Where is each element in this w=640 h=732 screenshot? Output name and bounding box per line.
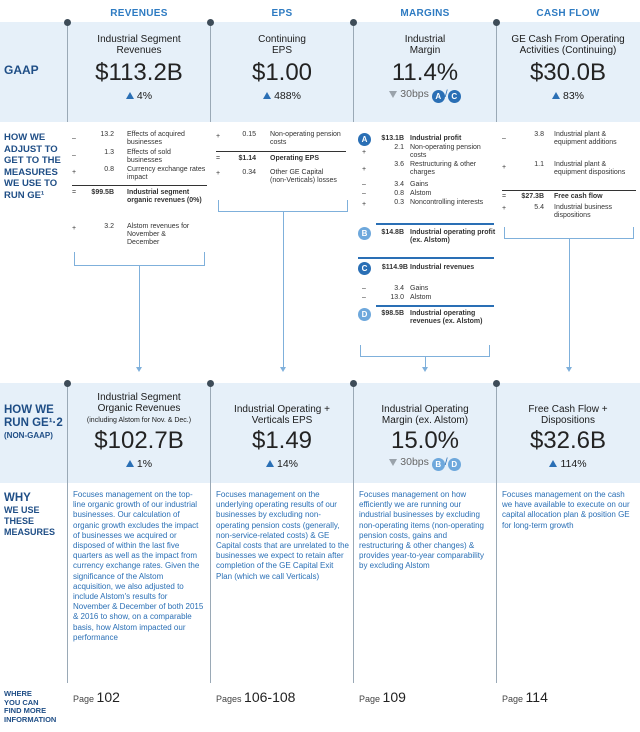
adj-desc: Non-operating pension costs [270, 131, 341, 147]
nongaap-margins-change: 30bps B / D [356, 456, 494, 471]
change-value: 488% [274, 90, 301, 102]
adj-total-value: $99.5B [91, 189, 114, 196]
change-value: 14% [276, 458, 298, 470]
gaap-revenues-value: $113.2B [95, 59, 183, 86]
badge-d-icon: D [358, 308, 371, 321]
eps-arrow [283, 212, 284, 367]
page-number: 114 [525, 689, 548, 705]
row-label-line: HOW WE [4, 404, 54, 416]
cashflow-arrow [569, 239, 570, 367]
badge-c-icon: C [358, 262, 371, 275]
badge-c-icon: C [448, 90, 461, 103]
adj-desc: Noncontrolling interests [410, 199, 484, 206]
why-eps: Focuses management on the underlying operating results of our businesses by excluding non-operating pension costs (generally, non-service-related costs) & GE Capital costs that are unrelated to the businesses we expect to retain after completion of the GE Capital Exit Plan (which we call Verticals) [216, 490, 349, 581]
column-divider [210, 22, 211, 122]
up-arrow-icon [263, 92, 271, 99]
row-label-line: FIND MORE [4, 706, 47, 716]
row-label-gaap: GAAP [4, 63, 39, 77]
nongaap-revenues-subtitle: (including Alstom for Nov. & Dec.) [86, 417, 192, 424]
adj-total-value: $114.9B [381, 264, 408, 271]
adj-sign: + [72, 169, 77, 176]
adj-total-desc: Operating EPS [270, 155, 320, 162]
adj-sign: – [72, 152, 76, 159]
change-value: 1% [136, 458, 153, 470]
nongaap-eps-change [213, 458, 351, 470]
adj-desc: Gains [410, 285, 429, 292]
margins-adjustments [358, 133, 496, 348]
badge-d-icon: D [448, 458, 461, 471]
row-label-where [4, 690, 56, 725]
nongaap-cashflow-value: $32.6B [529, 427, 607, 454]
badge-a-icon: A [432, 90, 445, 103]
margins-arrow [425, 357, 426, 367]
page-label: Page [359, 694, 381, 704]
column-divider [353, 383, 354, 683]
column-divider [67, 22, 68, 122]
cashflow-adjustments [502, 131, 637, 231]
up-arrow-icon [126, 460, 134, 467]
adj-total-desc: Industrial segment organic revenues (0%) [127, 189, 202, 205]
adj-total-value: $13.1B [381, 135, 404, 142]
adj-value: 1.1 [534, 161, 544, 168]
margins-bracket [360, 345, 490, 357]
adj-desc: Industrial plant & equipment dispositions [554, 161, 626, 177]
gaap-cashflow-value: $30.0B [529, 59, 607, 86]
adj-value: 3.4 [394, 181, 404, 188]
why-margins: Focuses management on how efficiently we are running our industrial businesses by excluding non-operating items (non-operating pension costs, gains and restructuring & other changes) & provides year-to-year comparability by excluding Alstom [359, 490, 484, 571]
adj-value: 0.3 [394, 199, 404, 206]
gaap-cashflow-change [499, 90, 637, 102]
change-value: 4% [136, 90, 153, 102]
change-value: 83% [562, 90, 584, 102]
adj-desc: Other GE Capital (non-Verticals) losses [270, 169, 337, 185]
adj-value: 0.15 [242, 131, 256, 138]
gaap-revenues-title: Industrial Segment Revenues [97, 34, 181, 56]
page-ref-eps[interactable] [216, 689, 295, 705]
adj-value: 3.4 [394, 285, 404, 292]
adj-value: 0.8 [394, 190, 404, 197]
row-label-line: THESE [4, 516, 35, 526]
adj-total-desc: Industrial profit [410, 135, 462, 142]
adj-sign: – [362, 190, 366, 197]
row-label-line: WE USE TO [4, 178, 58, 189]
adj-total-value: $1.14 [238, 155, 256, 162]
adj-sign: – [362, 285, 366, 292]
total-rule [216, 151, 346, 152]
adj-sign: – [72, 135, 76, 142]
page-label: Page [502, 694, 524, 704]
adj-desc: Alstom [410, 294, 432, 301]
divider-dot [493, 380, 500, 387]
column-divider [496, 22, 497, 122]
gaap-eps-title: Continuing EPS [258, 34, 306, 56]
adj-total-desc: Free cash flow [554, 193, 603, 200]
adj-sign: = [216, 155, 221, 162]
adj-sign: = [72, 189, 77, 196]
change-value: 30bps [400, 88, 429, 100]
page-number: 109 [382, 689, 406, 705]
adj-desc: Industrial plant & equipment additions [554, 131, 617, 147]
nongaap-margins-title: Industrial Operating Margin (ex. Alstom) [381, 404, 469, 426]
adj-total-desc: Industrial operating revenues (ex. Alstom) [410, 310, 483, 326]
page-label: Page [73, 694, 95, 704]
adj-desc: Gains [410, 181, 429, 188]
divider-dot [207, 19, 214, 26]
why-cashflow: Focuses management on the cash we have available to execute on our capital allocation plan & position GE for long-term growth [502, 490, 630, 530]
row-label-nongaap [4, 404, 63, 442]
adj-sign: + [502, 164, 507, 171]
adj-desc: Alstom [410, 190, 432, 197]
adj-value: 13.2 [100, 131, 114, 138]
column-divider [67, 383, 68, 683]
adj-total-value: $14.8B [381, 229, 404, 236]
eps-adjustments [216, 131, 351, 201]
total-rule [376, 305, 494, 307]
row-label-adjust [4, 132, 61, 201]
row-label-line: WE USE [4, 505, 40, 515]
adj-desc: Effects of sold businesses [127, 149, 171, 165]
adj-value: 1.3 [104, 149, 114, 156]
page-ref-margins[interactable] [359, 689, 406, 705]
why-revenues: Focuses management on the top-line organic growth of our industrial businesses. Our calculation of organic growth excludes the impact of businesses we acquired or disposed of within the last five quarters as well as the impact from currency exchange rates. Given the significance of the Alstom acquisition, we also adjusted to include Alstom's results for November & December of both 2015 & 2016 to show, on a comparable basis, how Alstom impacted our performance [73, 490, 204, 642]
gaap-eps-change [213, 90, 351, 102]
adj-total-desc: Industrial operating profit (ex. Alstom) [410, 229, 496, 245]
revenues-bracket [74, 252, 205, 266]
adj-total-value: $98.5B [381, 310, 404, 317]
column-divider [353, 22, 354, 122]
row-label-line: (NON-GAAP) [4, 431, 53, 440]
adj-desc: Effects of acquired businesses [127, 131, 185, 147]
total-rule [376, 223, 494, 225]
row-label-line: ADJUST TO [4, 143, 58, 155]
badge-b-icon: B [432, 458, 445, 471]
row-label-line: WHERE [4, 689, 32, 698]
col-header-margins: MARGINS [400, 8, 450, 19]
page-label: Pages [216, 694, 242, 704]
total-rule [72, 185, 207, 186]
nongaap-eps-title: Industrial Operating + Verticals EPS [234, 404, 330, 426]
adj-sign: + [72, 225, 77, 232]
nongaap-margins-value: 15.0% [390, 427, 460, 454]
adj-total-value: $27.3B [521, 193, 544, 200]
adj-desc: Alstom revenues for November & December [127, 223, 190, 247]
adj-sign: + [362, 149, 367, 156]
col-header-eps: EPS [271, 8, 293, 19]
divider-dot [350, 380, 357, 387]
divider-dot [64, 19, 71, 26]
gaap-margins-title: Industrial Margin [404, 34, 446, 56]
change-value: 114% [560, 458, 587, 470]
adj-desc: Currency exchange rates impact [127, 166, 206, 182]
adj-value: 0.8 [104, 166, 114, 173]
nongaap-revenues-value: $102.7B [94, 427, 184, 454]
up-arrow-icon [552, 92, 560, 99]
row-label-line: YOU CAN [4, 697, 39, 707]
adj-sign: = [502, 193, 507, 200]
page-number: 106-108 [244, 689, 296, 705]
badge-b-icon: B [358, 227, 371, 240]
adj-sign: – [502, 135, 506, 142]
adj-value: 3.8 [534, 131, 544, 138]
adj-value: 3.6 [394, 161, 404, 168]
adj-sign: – [362, 294, 366, 301]
nongaap-revenues-change [70, 458, 208, 470]
cashflow-bracket [504, 227, 634, 239]
nongaap-cashflow-change [499, 458, 637, 470]
adj-sign: + [362, 166, 367, 173]
col-header-cashflow: CASH FLOW [536, 8, 600, 19]
divider-dot [207, 380, 214, 387]
gaap-cashflow-title: GE Cash From Operating Activities (Continuing) [511, 34, 625, 56]
adj-value: 0.34 [242, 169, 256, 176]
change-value: 30bps [400, 456, 429, 468]
nongaap-cashflow-title: Free Cash Flow + Dispositions [528, 404, 608, 426]
adj-sign: + [362, 201, 367, 208]
row-label-line: RUN GE¹·2 [4, 417, 63, 429]
adj-desc: Industrial business dispositions [554, 204, 612, 220]
adj-desc: Restructuring & other charges [410, 161, 477, 177]
page-number: 102 [96, 689, 120, 705]
adj-sign: – [362, 181, 366, 188]
divider-dot [350, 19, 357, 26]
row-label-line: MEASURES [4, 527, 56, 537]
adj-sign: + [216, 170, 221, 177]
total-rule [502, 190, 636, 191]
adj-sign: + [216, 133, 221, 140]
row-label-line: GET TO THE [4, 155, 61, 166]
page-ref-cashflow[interactable] [502, 689, 548, 705]
nongaap-revenues-title: Industrial Segment Organic Revenues [97, 392, 181, 414]
row-label-line: WHY [4, 492, 31, 504]
adj-desc: Non-operating pension costs [410, 144, 481, 160]
up-arrow-icon [126, 92, 134, 99]
revenues-arrow [139, 266, 140, 367]
eps-bracket [218, 200, 348, 212]
badge-a-icon: A [358, 133, 371, 146]
revenues-adjustments [72, 131, 207, 256]
row-label-line: HOW WE [4, 132, 46, 143]
column-divider [210, 383, 211, 683]
divider-dot [493, 19, 500, 26]
adj-value: 3.2 [104, 223, 114, 230]
down-arrow-icon [389, 459, 397, 466]
nongaap-eps-value: $1.49 [251, 427, 313, 454]
page-ref-revenues[interactable] [73, 689, 120, 705]
row-label-line: INFORMATION [4, 715, 57, 725]
adj-value: 5.4 [534, 204, 544, 211]
gaap-revenues-change [70, 90, 208, 102]
adj-sign: + [502, 205, 507, 212]
adj-value: 13.0 [390, 294, 404, 301]
gaap-eps-value: $1.00 [251, 59, 313, 86]
up-arrow-icon [266, 460, 274, 467]
row-label-why [4, 492, 55, 538]
adj-value: 2.1 [394, 144, 404, 151]
col-header-revenues: REVENUES [110, 8, 168, 19]
up-arrow-icon [549, 460, 557, 467]
row-label-line: MEASURES [4, 166, 58, 178]
divider-dot [64, 380, 71, 387]
gaap-margins-change: 30bps A / C [356, 88, 494, 103]
total-rule [358, 257, 494, 259]
gaap-margins-value: 11.4% [391, 59, 459, 86]
down-arrow-icon [389, 91, 397, 98]
adj-total-desc: Industrial revenues [410, 264, 475, 271]
row-label-line: RUN GE¹ [4, 189, 45, 201]
column-divider [496, 383, 497, 683]
